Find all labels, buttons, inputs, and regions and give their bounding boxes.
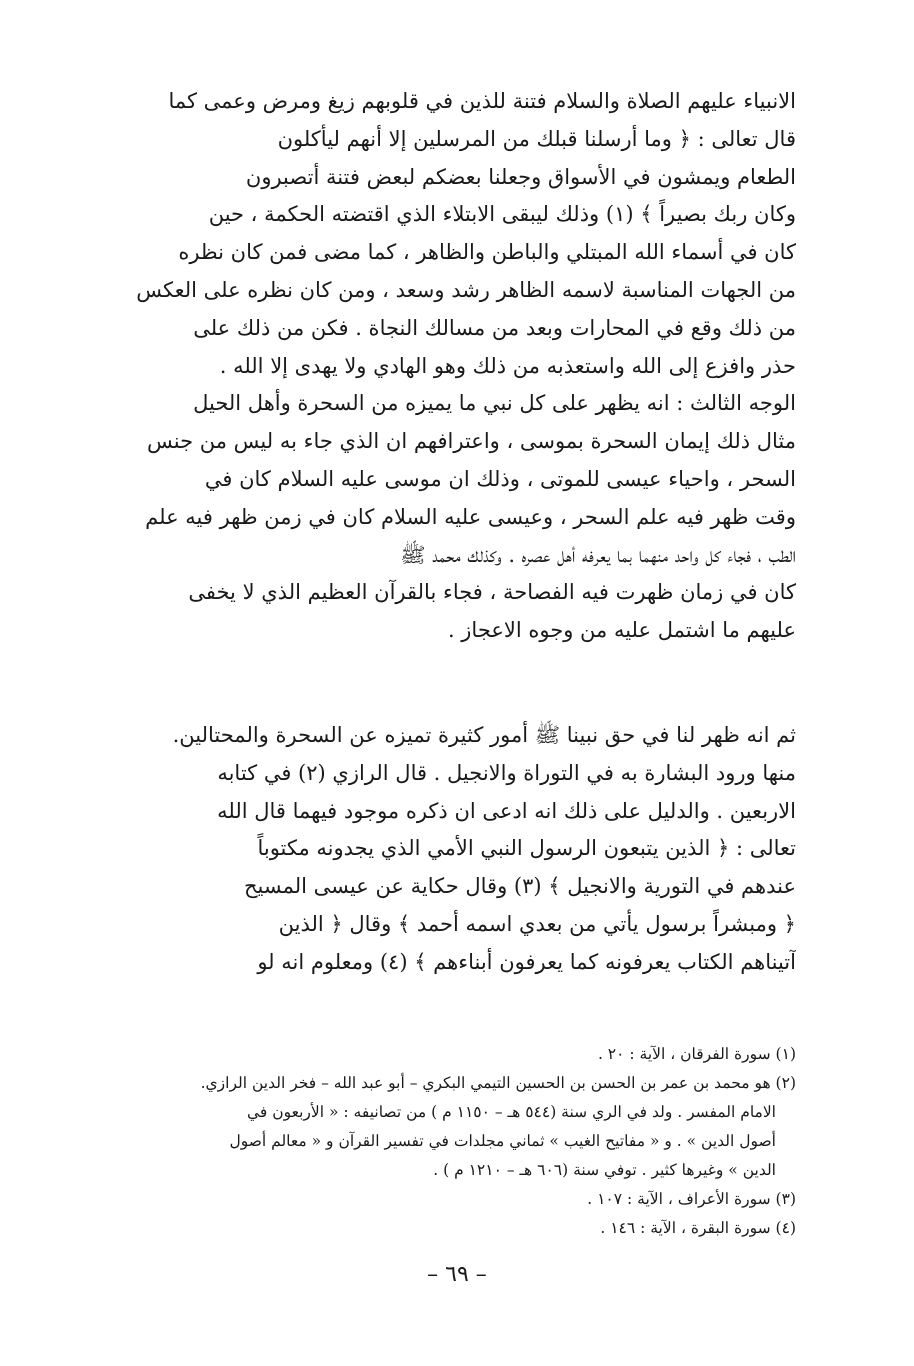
- footnote-2-continued: أصول الدين » . و « مفاتيح الغيب » ثماني مجلدات في تفسير القرآن و « معالم أصول: [229, 1132, 776, 1150]
- main-paragraph-2: [116, 717, 796, 982]
- footnotes: [116, 1040, 796, 1243]
- main-paragraph-1: [116, 83, 796, 650]
- text-line: الوجه الثالث : انه يظهر على كل نبي ما يميزه من السحرة وأهل الحيل: [193, 391, 796, 416]
- footnote-4: (٤) سورة البقرة ، الآية : ١٤٦ .: [600, 1219, 796, 1237]
- text-line: عندهم في التورية والانجيل ﴾ (٣) وقال حكاية عن عيسى المسيح: [243, 874, 796, 899]
- text-line: ﴿ ومبشراً برسول يأتي من بعدي اسمه أحمد ﴾ وقال ﴿ الذين: [278, 911, 796, 936]
- text-line: منها ورود البشارة به في التوراة والانجيل . قال الرازي (٢) في كتابه: [217, 760, 796, 785]
- text-line: آتيناهم الكتاب يعرفونه كما يعرفون أبناءهم ﴾ (٤) ومعلوم انه لو: [257, 949, 796, 974]
- text-line: الاربعين . والدليل على ذلك انه ادعى ان ذكره موجود فيهما قال الله: [217, 798, 796, 823]
- text-line: الطب ، فجاء كل واحد منهما بما يعرفه أهل عصره . وكذلك محمد ﷺ: [400, 542, 796, 567]
- page-number: – ٦٩ –: [427, 1262, 487, 1287]
- text-line: وقت ظهر فيه علم السحر ، وعيسى عليه السلام كان في زمن ظهر فيه علم: [145, 504, 796, 529]
- text-line: من الجهات المناسبة لاسمه الظاهر رشد وسعد ، ومن كان نظره على العكس: [136, 277, 796, 302]
- text-line: ثم انه ظهر لنا في حق نبينا ﷺ أمور كثيرة تميزه عن السحرة والمحتالين.: [172, 723, 796, 747]
- text-line: السحر ، واحياء عيسى للموتى ، وذلك ان موسى عليه السلام كان في: [204, 466, 796, 491]
- text-line: تعالى : ﴿ الذين يتبعون الرسول النبي الأمي الذي يجدونه مكتوباً: [257, 836, 796, 861]
- text-line: من ذلك وقع في المحارات وبعد من مسالك النجاة . فكن من ذلك على: [193, 315, 796, 340]
- text-line: مثال ذلك إيمان السحرة بموسى ، واعترافهم ان الذي جاء به ليس من جنس: [146, 429, 796, 454]
- text-line: عليهم ما اشتمل عليه من وجوه الاعجاز .: [447, 618, 796, 643]
- text-line: وكان ربك بصيراً ﴾ (١) وذلك ليبقى الابتلاء الذي اقتضته الحكمة ، حين: [208, 202, 796, 227]
- footnote-1: (١) سورة الفرقان ، الآية : ٢٠ .: [597, 1045, 796, 1063]
- text-line: قال تعالى : ﴿ وما أرسلنا قبلك من المرسلين إلا أنهم ليأكلون: [277, 126, 796, 151]
- text-line: كان في زمان ظهرت فيه الفصاحة ، فجاء بالقرآن العظيم الذي لا يخفى: [188, 580, 796, 605]
- text-line: الطعام ويمشون في الأسواق وجعلنا بعضكم لبعض فتنة أتصبرون: [245, 164, 796, 189]
- footnote-2: (٢) هو محمد بن عمر بن الحسن بن الحسين التيمي البكري – أبو عبد الله – فخر الدين الرازي.: [200, 1074, 796, 1092]
- text-line: كان في أسماء الله المبتلي والباطن والظاهر ، كما مضى فمن كان نظره: [178, 240, 796, 265]
- footnote-2-continued: الدين » وغيرها كثير . توفي سنة (٦٠٦ هـ – ١٢١٠ م ) .: [433, 1161, 776, 1179]
- footnote-3: (٣) سورة الأعراف ، الآية : ١٠٧ .: [587, 1190, 796, 1208]
- footnote-2-continued: الامام المفسر . ولد في الري سنة (٥٤٤ هـ – ١١٥٠ م ) من تصانيفه : « الأربعون في: [247, 1103, 776, 1121]
- text-line: الانبياء عليهم الصلاة والسلام فتنة للذين في قلوبهم زيغ ومرض وعمى كما: [168, 89, 796, 113]
- text-line: حذر وافزع إلى الله واستعذبه من ذلك وهو الهادي ولا يهدى إلا الله .: [219, 353, 796, 378]
